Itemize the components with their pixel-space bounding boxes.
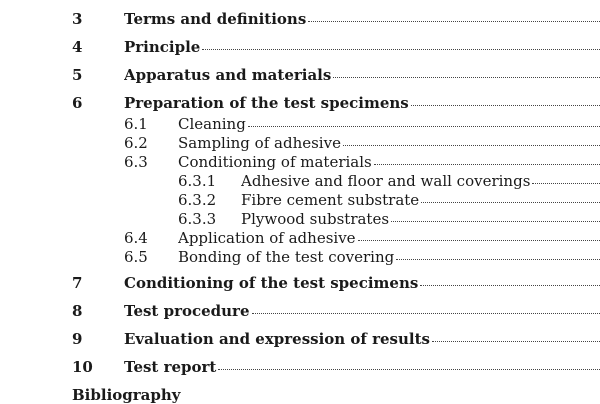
dot-leader bbox=[532, 182, 600, 184]
toc-entry-5[interactable] bbox=[0, 66, 600, 90]
dot-leader bbox=[333, 76, 600, 78]
toc-entry-9[interactable] bbox=[0, 330, 600, 354]
toc-entry-6-1[interactable] bbox=[0, 115, 600, 134]
toc-entry-6-3-3[interactable] bbox=[0, 210, 600, 229]
toc-entry-title: Conditioning of materials bbox=[178, 153, 372, 171]
toc-entry-number: 8 bbox=[72, 302, 82, 320]
toc-entry-title: Apparatus and materials bbox=[124, 66, 331, 84]
dot-leader bbox=[421, 201, 600, 203]
toc-entry-number: 7 bbox=[72, 274, 82, 292]
dot-leader bbox=[396, 258, 600, 260]
toc-entry-number: 5 bbox=[72, 66, 82, 84]
dot-leader bbox=[411, 104, 600, 106]
toc-entry-6-2[interactable] bbox=[0, 134, 600, 153]
dot-leader bbox=[432, 340, 600, 342]
toc-entry-6-3-1[interactable] bbox=[0, 172, 600, 191]
toc-entry-number: 6.2 bbox=[124, 134, 148, 152]
toc-entry-title: Preparation of the test specimens bbox=[124, 94, 409, 112]
toc-entry-title: Fibre cement substrate bbox=[241, 191, 419, 209]
toc-entry-number: 9 bbox=[72, 330, 82, 348]
toc-entry-title: Sampling of adhesive bbox=[178, 134, 341, 152]
toc-entry-4[interactable] bbox=[0, 38, 600, 62]
toc-entry-title: Test report bbox=[124, 358, 216, 376]
toc-entry-6-4[interactable] bbox=[0, 229, 600, 248]
toc-entry-title: Bonding of the test covering bbox=[178, 248, 394, 266]
toc-entry-number: 6.3.1 bbox=[178, 172, 216, 190]
toc-entry-6-5[interactable] bbox=[0, 248, 600, 267]
dot-leader bbox=[248, 125, 600, 127]
toc-entry-title: Adhesive and floor and wall coverings bbox=[241, 172, 530, 190]
dot-leader bbox=[218, 368, 600, 370]
toc-entry-3[interactable] bbox=[0, 10, 600, 34]
dot-leader bbox=[358, 239, 600, 241]
toc-entry-title: Plywood substrates bbox=[241, 210, 389, 228]
toc-entry-title: Evaluation and expression of results bbox=[124, 330, 430, 348]
toc-entry-number: 6.1 bbox=[124, 115, 148, 133]
toc-entry-title: Application of adhesive bbox=[178, 229, 356, 247]
toc-entry-10[interactable] bbox=[0, 358, 600, 382]
toc-entry-number: 6 bbox=[72, 94, 82, 112]
toc-entry-title: Terms and definitions bbox=[124, 10, 306, 28]
dot-leader bbox=[252, 312, 600, 314]
toc-entry-number: 6.3.2 bbox=[178, 191, 216, 209]
toc-entry-8[interactable] bbox=[0, 302, 600, 326]
toc-entry-number: 3 bbox=[72, 10, 82, 28]
dot-leader bbox=[308, 20, 600, 22]
dot-leader bbox=[202, 48, 600, 50]
toc-entry-number: 6.3 bbox=[124, 153, 148, 171]
toc-entry-title: Cleaning bbox=[178, 115, 246, 133]
toc-entry-7[interactable] bbox=[0, 274, 600, 298]
toc-entry-title: Principle bbox=[124, 38, 200, 56]
toc-entry-number: 10 bbox=[72, 358, 93, 376]
toc-entry-title: Conditioning of the test specimens bbox=[124, 274, 418, 292]
toc-entry-6-3-2[interactable] bbox=[0, 191, 600, 210]
toc-entry-number: 6.5 bbox=[124, 248, 148, 266]
toc-entry-number: 6.4 bbox=[124, 229, 148, 247]
toc-entry-number: 4 bbox=[72, 38, 82, 56]
dot-leader bbox=[343, 144, 600, 146]
toc-entry-number: 6.3.3 bbox=[178, 210, 216, 228]
toc-entry-6-3[interactable] bbox=[0, 153, 600, 172]
dot-leader bbox=[374, 163, 600, 165]
toc-entry-title: Test procedure bbox=[124, 302, 250, 320]
dot-leader bbox=[420, 284, 600, 286]
dot-leader bbox=[391, 220, 600, 222]
toc-entry-bibliography[interactable]: Bibliography bbox=[72, 386, 181, 404]
